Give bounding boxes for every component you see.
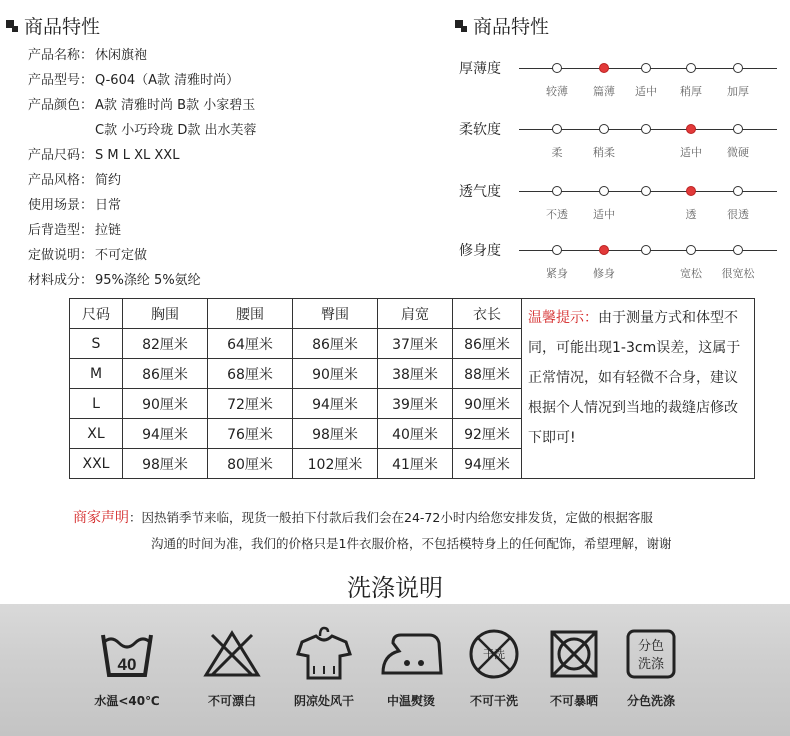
scale-dot-selected[interactable] xyxy=(599,245,609,255)
scale-tick-label: 加厚 xyxy=(727,85,749,98)
iron-medium-icon xyxy=(371,624,451,684)
scale-dot-selected[interactable] xyxy=(686,186,696,196)
scale-tick-label: 柔 xyxy=(551,146,563,159)
wash-title: 洗涤说明 xyxy=(347,574,443,602)
scale-dot[interactable] xyxy=(733,124,743,134)
attribute-value: 休闲旗袍 xyxy=(95,48,148,63)
size-table-header: 胸围 xyxy=(123,299,208,329)
attribute-label: 产品名称： xyxy=(28,48,94,63)
scale-dot[interactable] xyxy=(686,63,696,73)
attribute-value: 拉链 xyxy=(95,223,122,238)
scale-dot[interactable] xyxy=(686,245,696,255)
scale-dot[interactable] xyxy=(552,186,562,196)
no-sun-icon xyxy=(534,624,614,684)
size-table-cell: 102厘米 xyxy=(293,449,378,479)
scale-dot[interactable] xyxy=(733,186,743,196)
scale-dot[interactable] xyxy=(552,124,562,134)
scale-tick-label: 微硬 xyxy=(727,146,749,159)
size-table-cell: 94厘米 xyxy=(453,449,522,479)
attribute-value: 日常 xyxy=(95,198,122,213)
size-table-cell: 86厘米 xyxy=(123,359,208,389)
size-table-size-cell: M xyxy=(70,359,123,389)
wash-40-icon xyxy=(87,624,167,684)
attribute-label: 后背造型： xyxy=(28,223,94,238)
attribute-value: 不可定做 xyxy=(95,248,148,263)
size-table-cell: 68厘米 xyxy=(208,359,293,389)
size-table-cell: 39厘米 xyxy=(378,389,453,419)
scale-dot-selected[interactable] xyxy=(686,124,696,134)
scale-tick-label: 较薄 xyxy=(546,85,568,98)
attribute-label: 产品风格： xyxy=(28,173,94,188)
scale-tick-label: 篇薄 xyxy=(593,85,615,98)
scale-label: 厚薄度 xyxy=(459,61,501,77)
scale-dot[interactable] xyxy=(641,124,651,134)
scale-dot[interactable] xyxy=(641,63,651,73)
scale-tick-label: 稍柔 xyxy=(593,146,615,159)
size-table-cell: 90厘米 xyxy=(453,389,522,419)
wash-item xyxy=(284,624,364,709)
size-table-size-cell: XL xyxy=(70,419,123,449)
size-table-size-cell: L xyxy=(70,389,123,419)
scale-tick-label: 不透 xyxy=(546,208,568,221)
merchant-declaration xyxy=(73,505,671,557)
scale-tick-label: 宽松 xyxy=(680,267,702,280)
attribute-value: A款 清雅时尚 B款 小家碧玉 xyxy=(95,98,256,113)
scale-tick-label: 修身 xyxy=(593,267,615,280)
scale-label: 透气度 xyxy=(459,184,501,200)
svg-text:干洗: 干洗 xyxy=(483,648,505,661)
scale-label: 修身度 xyxy=(459,243,501,259)
size-table-cell: 88厘米 xyxy=(453,359,522,389)
size-table-cell: 40厘米 xyxy=(378,419,453,449)
size-table-cell: 86厘米 xyxy=(453,329,522,359)
size-tip xyxy=(528,303,748,453)
scale-dot-selected[interactable] xyxy=(599,63,609,73)
attribute-label: 产品型号： xyxy=(28,73,94,88)
scale-dot[interactable] xyxy=(733,245,743,255)
size-table-cell: 98厘米 xyxy=(293,419,378,449)
attribute-label: 产品尺码： xyxy=(28,148,94,163)
tip-text: 由于测量方式和体型不同，可能出现1-3cm误差，这属于正常情况，如有轻微不合身，建议根据个人情况到当地的裁缝店修改下即可! xyxy=(528,310,741,446)
shade-dry-icon xyxy=(284,624,364,684)
wash-item xyxy=(611,624,691,709)
attribute-value: 95%涤纶 5%氨纶 xyxy=(95,273,201,288)
attribute-value: 简约 xyxy=(95,173,122,188)
separate-wash-icon xyxy=(611,624,691,684)
size-table-cell: 76厘米 xyxy=(208,419,293,449)
size-table-cell: 90厘米 xyxy=(293,359,378,389)
attribute-label: 定做说明： xyxy=(28,248,94,263)
wash-label: 分色洗涤 xyxy=(626,694,675,708)
declaration-label: 商家声明 xyxy=(73,510,129,526)
size-table-cell: 64厘米 xyxy=(208,329,293,359)
size-table-cell: 38厘米 xyxy=(378,359,453,389)
scale-tick-label: 透 xyxy=(685,208,697,221)
size-table-header-row xyxy=(70,299,755,329)
scale-dot[interactable] xyxy=(552,245,562,255)
declaration-line-1: ：因热销季节来临，现货一般拍下付款后我们会在24-72小时内给您安排发货，定做的根据客服 xyxy=(129,510,653,525)
size-table-header: 臀围 xyxy=(293,299,378,329)
attribute-value: Q-604（A款 清雅时尚） xyxy=(95,73,240,88)
size-table-cell: 86厘米 xyxy=(293,329,378,359)
size-table-header: 腰围 xyxy=(208,299,293,329)
size-table-cell: 72厘米 xyxy=(208,389,293,419)
declaration-line-2: 沟通的时间为准，我们的价格只是1件衣服价格，不包括模特身上的任何配饰，希望理解，谢谢 xyxy=(151,536,672,551)
wash-label: 不可暴晒 xyxy=(549,694,598,708)
no-bleach-icon xyxy=(192,624,272,684)
size-table-header: 尺码 xyxy=(70,299,123,329)
size-table-size-cell: S xyxy=(70,329,123,359)
attribute-label: 产品颜色： xyxy=(28,98,94,113)
scale-label: 柔软度 xyxy=(459,122,501,138)
wash-label: 阴凉处风干 xyxy=(293,694,354,708)
right-section-title: 商品特性 xyxy=(455,12,549,39)
size-table-cell: 37厘米 xyxy=(378,329,453,359)
size-table-header: 衣长 xyxy=(453,299,522,329)
left-section-title: 商品特性 xyxy=(6,12,100,39)
wash-instructions xyxy=(0,604,790,736)
attribute-value: S M L XL XXL xyxy=(95,148,180,163)
size-table-header: 肩宽 xyxy=(378,299,453,329)
attribute-value: C款 小巧玲珑 D款 出水芙蓉 xyxy=(95,123,257,138)
scale-dot[interactable] xyxy=(599,186,609,196)
scale-dot[interactable] xyxy=(641,186,651,196)
size-table-wrapper xyxy=(69,298,755,479)
scale-tick-label: 适中 xyxy=(593,208,615,221)
size-table-cell: 90厘米 xyxy=(123,389,208,419)
size-table-size-cell: XXL xyxy=(70,449,123,479)
svg-text:40: 40 xyxy=(117,655,137,674)
wash-label: 中温熨烫 xyxy=(386,694,435,708)
wash-label: 不可漂白 xyxy=(207,694,256,708)
scale-tick-label: 紧身 xyxy=(546,267,568,280)
scale-tick-label: 适中 xyxy=(635,85,657,98)
scale-tick-label: 稍厚 xyxy=(680,85,702,98)
size-table-cell: 94厘米 xyxy=(123,419,208,449)
wash-label: 水温<40℃ xyxy=(94,694,160,708)
no-dryclean-icon xyxy=(454,624,534,684)
scale-dot[interactable] xyxy=(599,124,609,134)
scale-dot[interactable] xyxy=(641,245,651,255)
size-table-cell: 41厘米 xyxy=(378,449,453,479)
wash-label: 不可干洗 xyxy=(469,694,518,708)
fabric-scales xyxy=(0,0,790,300)
size-table xyxy=(69,298,755,479)
svg-text:洗涤: 洗涤 xyxy=(637,657,665,672)
wash-item xyxy=(371,624,451,709)
wash-item xyxy=(192,624,272,709)
wash-item xyxy=(454,624,534,709)
size-table-cell: 98厘米 xyxy=(123,449,208,479)
size-table-cell: 94厘米 xyxy=(293,389,378,419)
wash-item xyxy=(87,624,167,709)
attribute-label: 材料成分： xyxy=(28,273,94,288)
size-table-cell: 82厘米 xyxy=(123,329,208,359)
tip-label: 温馨提示： xyxy=(528,310,598,326)
size-tip-cell xyxy=(522,299,755,479)
scale-dot[interactable] xyxy=(733,63,743,73)
scale-tick-label: 很透 xyxy=(727,208,749,221)
attribute-label: 使用场景： xyxy=(28,198,94,213)
svg-text:分色: 分色 xyxy=(637,639,665,654)
wash-item xyxy=(534,624,614,709)
scale-tick-label: 适中 xyxy=(680,146,702,159)
scale-dot[interactable] xyxy=(552,63,562,73)
scale-tick-label: 很宽松 xyxy=(721,267,755,280)
size-table-cell: 92厘米 xyxy=(453,419,522,449)
size-table-cell: 80厘米 xyxy=(208,449,293,479)
